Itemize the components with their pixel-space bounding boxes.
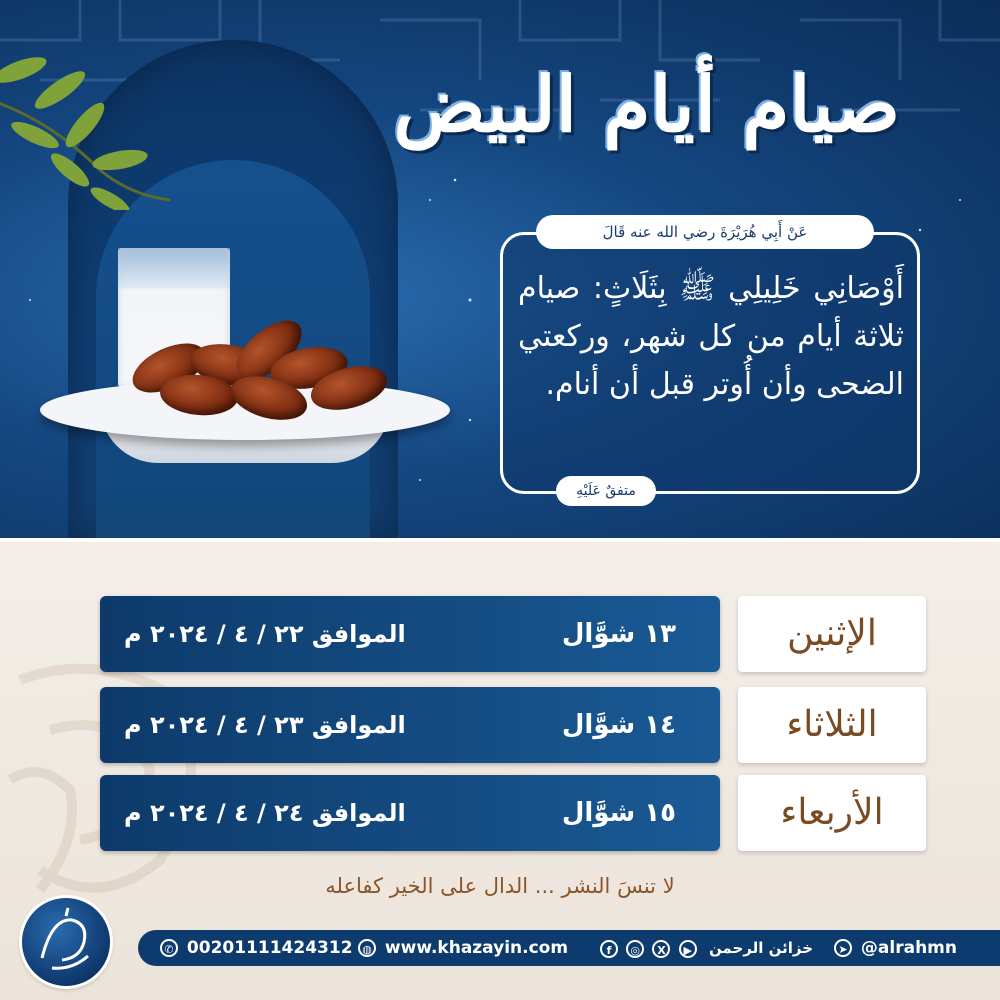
x-icon[interactable]: X xyxy=(652,940,670,958)
telegram-icon: ➤ xyxy=(834,939,852,957)
youtube-icon[interactable]: ▶ xyxy=(679,940,697,958)
schedule-row xyxy=(100,596,720,672)
day-label-monday: الإثنين xyxy=(738,596,926,672)
calligraphy-logo-icon xyxy=(22,898,110,986)
olive-branch-icon xyxy=(0,30,180,210)
gregorian-date: الموافق ٢٢ / ٤ / ٢٠٢٤ م xyxy=(124,620,406,648)
footer-phone[interactable] xyxy=(160,930,353,966)
hijri-date: ١٣ شوَّال xyxy=(561,619,676,649)
footer-website[interactable] xyxy=(358,930,568,966)
hadith-text: أَوْصَانِي خَلِيلِي ﷺ بِثَلَاثٍ: صيام ثلاثة أيام من كل شهر، وركعتي الضحى وأن أُوتر قبل أن أنام. xyxy=(518,271,904,402)
schedule-row xyxy=(100,775,720,851)
share-motto: لا تنسَ النشر ... الدال على الخير كفاعله xyxy=(325,874,675,898)
instagram-icon[interactable]: ◎ xyxy=(626,940,644,958)
gregorian-date: الموافق ٢٤ / ٤ / ٢٠٢٤ م xyxy=(124,799,406,827)
day-label-tuesday: الثلاثاء xyxy=(738,687,926,763)
phone-number: 00201111424312 xyxy=(186,938,353,958)
hadith-narrator: عَنْ أَبِي هُرَيْرَةَ رضي الله عنه قَالَ xyxy=(536,215,874,249)
facebook-icon[interactable]: f xyxy=(600,940,618,958)
page-title: صيام أيام البيض xyxy=(393,60,900,149)
website-url: www.khazayin.com xyxy=(384,938,569,958)
gregorian-date: الموافق ٢٣ / ٤ / ٢٠٢٤ م xyxy=(124,711,406,739)
hijri-date: ١٥ شوَّال xyxy=(561,798,676,828)
day-label-wednesday: الأربعاء xyxy=(738,775,926,851)
whatsapp-icon: ✆ xyxy=(160,939,178,957)
hijri-date: ١٤ شوَّال xyxy=(561,710,676,740)
brand-name: خزائن الرحمن xyxy=(708,939,814,957)
footer-handle[interactable] xyxy=(834,930,957,966)
milk-and-dates xyxy=(40,240,460,470)
schedule-row xyxy=(100,687,720,763)
globe-icon: ◍ xyxy=(358,939,376,957)
footer-social xyxy=(600,930,813,966)
hadith-source-badge: متفقٌ عَلَيْهِ xyxy=(556,476,656,506)
social-handle: @alrahmn xyxy=(860,938,957,958)
brand-logo xyxy=(22,898,110,986)
